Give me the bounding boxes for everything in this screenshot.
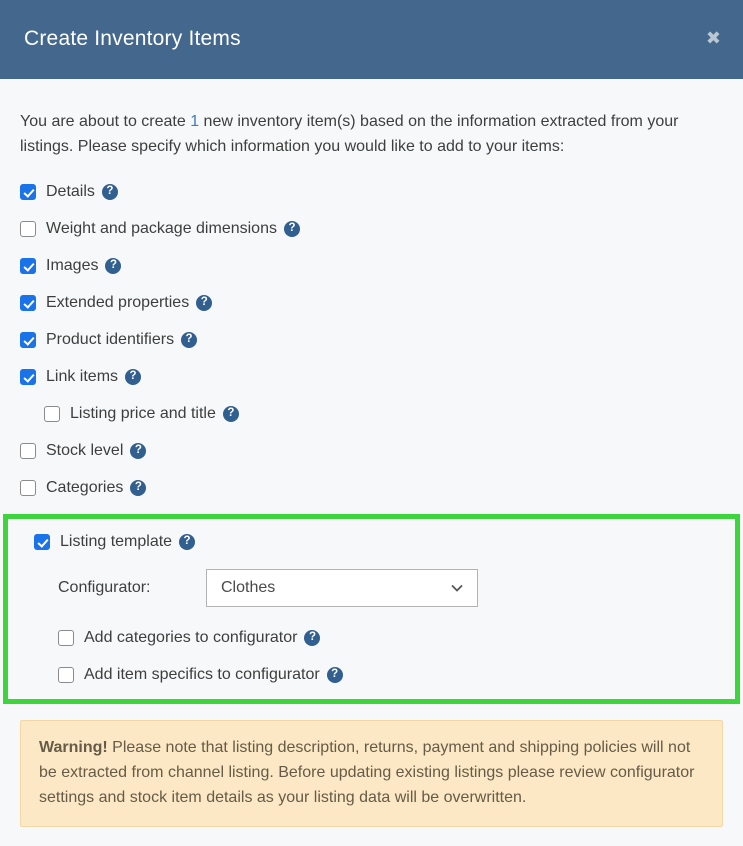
listing-template-highlight-box <box>3 514 740 704</box>
help-icon[interactable]: ? <box>284 221 300 237</box>
option-row-add-categories <box>58 627 725 649</box>
configurator-label: Configurator: <box>58 579 151 596</box>
intro-after: new inventory item(s) based on the information extracted from your listings. Please specify which information you would like to add to your items: <box>20 113 679 155</box>
details-checkbox[interactable] <box>20 184 36 200</box>
stock-level-label: Stock level <box>46 442 124 459</box>
option-row-product-identifiers <box>20 329 723 351</box>
option-row-weight <box>20 218 723 240</box>
chevron-down-icon <box>451 584 463 592</box>
option-row-images <box>20 255 723 277</box>
extended-properties-label: Extended properties <box>46 294 190 311</box>
listing-template-checkbox[interactable] <box>34 534 50 550</box>
listing-price-title-label: Listing price and title <box>70 405 216 422</box>
option-row-categories <box>20 477 723 499</box>
help-icon[interactable]: ? <box>105 258 121 274</box>
configurator-selected-value: Clothes <box>221 579 276 596</box>
options-list <box>20 181 723 499</box>
help-icon[interactable]: ? <box>125 369 141 385</box>
help-icon[interactable]: ? <box>130 443 146 459</box>
categories-label: Categories <box>46 479 124 496</box>
details-label: Details <box>46 183 95 200</box>
weight-label: Weight and package dimensions <box>46 220 277 237</box>
intro-text <box>20 109 723 159</box>
configurator-select[interactable] <box>206 569 478 607</box>
option-row-listing-price-title <box>44 403 723 425</box>
listing-price-title-checkbox[interactable] <box>44 406 60 422</box>
modal-body <box>0 79 743 827</box>
link-items-label: Link items <box>46 368 119 385</box>
modal-title: Create Inventory Items <box>24 26 241 50</box>
help-icon[interactable]: ? <box>223 406 239 422</box>
product-identifiers-checkbox[interactable] <box>20 332 36 348</box>
modal-header <box>0 0 743 79</box>
item-count: 1 <box>190 113 200 130</box>
warning-title: Warning! <box>39 739 108 756</box>
option-row-add-item-specifics <box>58 664 725 686</box>
categories-checkbox[interactable] <box>20 480 36 496</box>
intro-before: You are about to create <box>20 113 191 130</box>
configurator-row <box>58 569 725 607</box>
help-icon[interactable]: ? <box>181 332 197 348</box>
add-categories-checkbox[interactable] <box>58 630 74 646</box>
option-row-stock-level <box>20 440 723 462</box>
listing-template-label: Listing template <box>60 533 173 550</box>
option-row-details <box>20 181 723 203</box>
weight-checkbox[interactable] <box>20 221 36 237</box>
close-icon[interactable]: ✖ <box>705 27 721 48</box>
help-icon[interactable]: ? <box>327 667 343 683</box>
option-row-listing-template <box>34 531 725 553</box>
images-checkbox[interactable] <box>20 258 36 274</box>
stock-level-checkbox[interactable] <box>20 443 36 459</box>
option-row-extended-properties <box>20 292 723 314</box>
warning-alert <box>20 720 723 827</box>
warning-text: Please note that listing description, returns, payment and shipping policies will not be extracted from channel listing. Before updating existing listings please review configurator settings and stock item details as your listing data will be overwritten. <box>39 739 695 806</box>
add-categories-label: Add categories to configurator <box>84 629 298 646</box>
link-items-checkbox[interactable] <box>20 369 36 385</box>
images-label: Images <box>46 257 99 274</box>
extended-properties-checkbox[interactable] <box>20 295 36 311</box>
option-row-link-items <box>20 366 723 388</box>
help-icon[interactable]: ? <box>102 184 118 200</box>
help-icon[interactable]: ? <box>196 295 212 311</box>
help-icon[interactable]: ? <box>304 630 320 646</box>
help-icon[interactable]: ? <box>179 534 195 550</box>
add-item-specifics-label: Add item specifics to configurator <box>84 666 320 683</box>
product-identifiers-label: Product identifiers <box>46 331 175 348</box>
add-item-specifics-checkbox[interactable] <box>58 667 74 683</box>
help-icon[interactable]: ? <box>130 480 146 496</box>
